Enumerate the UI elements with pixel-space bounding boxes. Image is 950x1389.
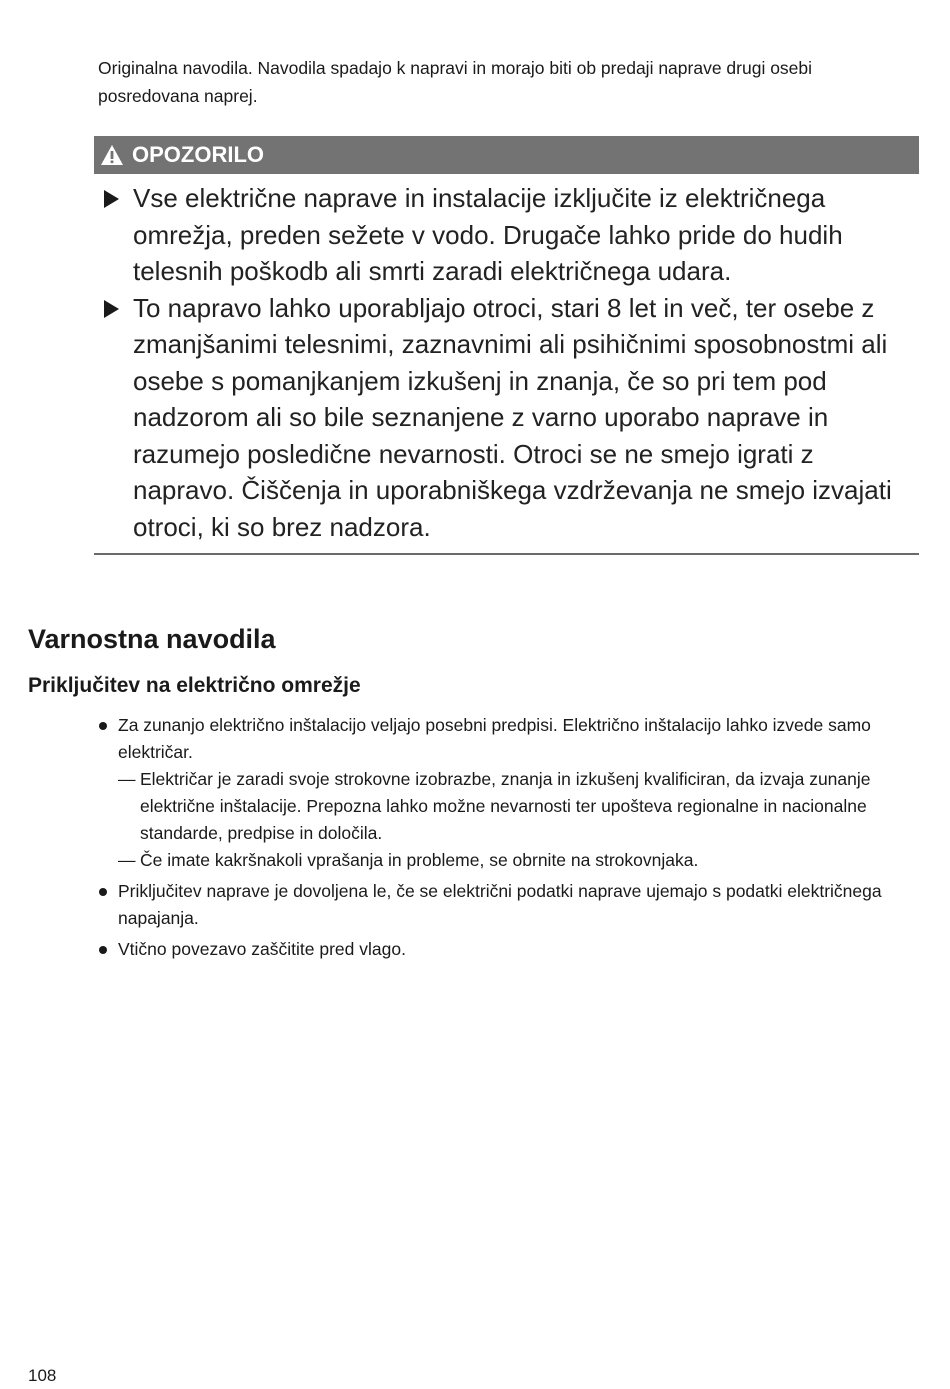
warning-header [94,136,919,174]
sub-list-item [118,847,913,874]
dash-icon: — [118,850,136,870]
bullet-icon [99,946,107,954]
list-item [98,936,913,963]
list-item [98,712,913,874]
arrow-right-icon [104,190,119,208]
warning-item-text: Vse električne naprave in instalacije izključite iz električnega omrežja, preden sežete v vodo. Drugače lahko pride do hudih telesnih poškodb ali smrti zaradi električnega udara. [133,183,843,286]
warning-item [94,180,919,290]
instructions-list [98,712,913,967]
bullet-icon [99,722,107,730]
list-item-text: Za zunanjo električno inštalacijo veljajo posebni predpisi. Električno inštalacijo lahko izvede samo električar. [118,715,871,762]
list-item-text: Vtično povezavo zaščitite pred vlago. [118,939,406,959]
page-number: 108 [28,1366,57,1385]
arrow-right-icon [104,300,119,318]
sub-list-item-text: Električar je zaradi svoje strokovne izobrazbe, znanja in izkušenj kvalificiran, da izvaja zunanje električne inštalacije. Prepozna lahko možne nevarnosti ter upošteva regionalne in nacionalne standarde, predpise in določila. [140,769,871,843]
warning-list [94,174,919,553]
warning-item [94,290,919,546]
warning-triangle-icon [100,144,124,166]
intro-paragraph: Originalna navodila. Navodila spadajo k napravi in morajo biti ob predaji naprave drugi osebi posredovana naprej. [98,57,813,106]
warning-item-text: To napravo lahko uporabljajo otroci, stari 8 let in več, ter osebe z zmanjšanimi telesnimi, zaznavnimi ali psihičnimi sposobnostmi ali osebe s pomanjkanjem izkušenj in znanja, če so pri tem pod nadzorom ali so bile seznanjene z varno uporabo naprave in razumejo posledične nevarnosti. Otroci se ne smejo igrati z napravo. Čiščenja in uporabniškega vzdrževanja ne smejo izvajati otroci, ki so brez nadzora. [133,292,892,542]
warning-box [94,136,919,555]
sub-list [118,766,913,874]
list-item [98,878,913,932]
sub-list-item [118,766,913,847]
list-item-text: Priključitev naprave je dovoljena le, če se električni podatki naprave ujemajo s podatki električnega napajanja. [118,881,882,928]
warning-title: OPOZORILO [132,142,264,167]
section-title: Varnostna navodila [28,624,276,654]
bullet-icon [99,888,107,896]
section-subtitle: Priključitev na električno omrežje [28,674,361,697]
sub-list-item-text: Če imate kakršnakoli vprašanja in probleme, se obrnite na strokovnjaka. [140,850,699,870]
dash-icon: — [118,769,136,789]
